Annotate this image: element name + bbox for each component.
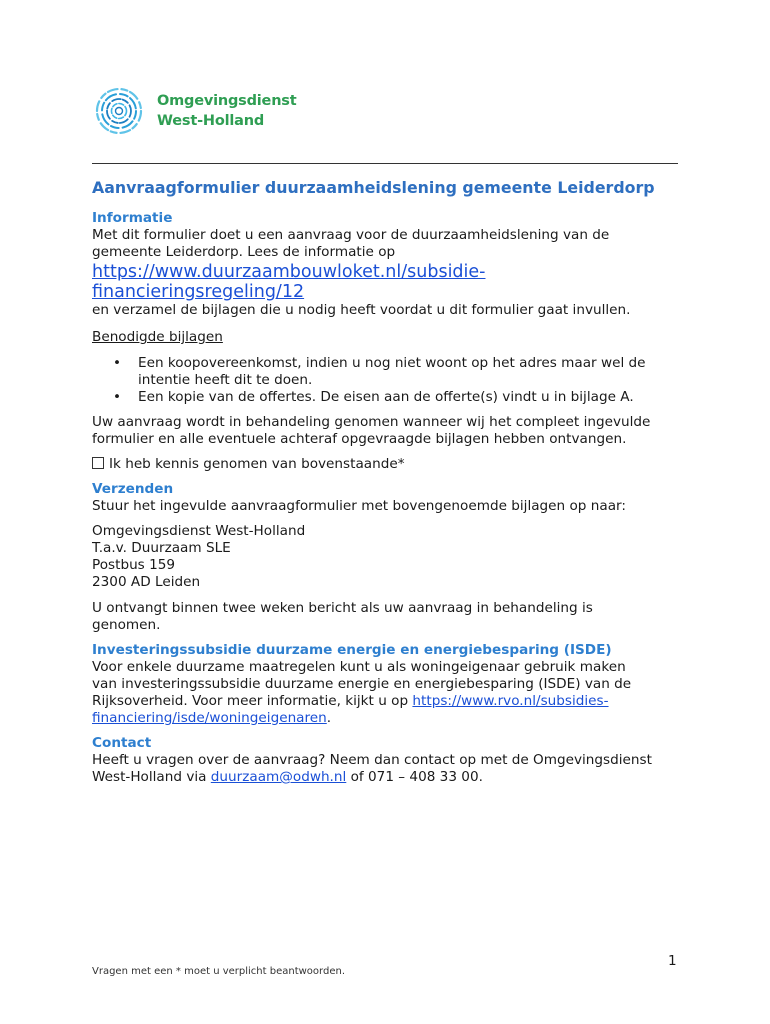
confirmation-line-2: genomen.: [92, 617, 161, 633]
address-line: Omgevingsdienst West-Holland: [92, 523, 306, 539]
section-heading-contact: Contact: [92, 735, 152, 751]
contact-line-2: [92, 769, 682, 786]
section-heading-informatie: Informatie: [92, 210, 173, 226]
list-item-line: Een kopie van de offertes. De eisen aan de offerte(s) vindt u in bijlage A.: [138, 389, 634, 405]
info-text-line-2: gemeente Leiderdorp. Lees de informatie op: [92, 244, 396, 260]
contact-email-link[interactable]: duurzaam@odwh.nl: [210, 769, 347, 785]
document-body: [92, 175, 682, 786]
behandeling-line-2: formulier en alle eventuele achteraf opgevraagde bijlagen hebben ontvangen.: [92, 431, 627, 447]
contact-line-2-pre: West-Holland via: [92, 769, 207, 785]
info-text-line-3: en verzamel de bijlagen die u nodig heeft voordat u dit formulier gaat invullen.: [92, 302, 631, 318]
section-heading-isde: Investeringssubsidie duurzame energie en energiebesparing (ISDE): [92, 642, 612, 658]
acknowledge-label: Ik heb kennis genomen van bovenstaande*: [109, 456, 405, 472]
bullet-icon: •: [113, 389, 122, 405]
section-heading-verzenden: Verzenden: [92, 481, 174, 497]
bullet-icon: •: [113, 355, 122, 371]
isde-link-part-2[interactable]: financiering/isde/woningeigenaren: [92, 710, 327, 726]
acknowledge-row: [92, 456, 682, 473]
mailing-address: [92, 523, 682, 591]
address-line: Postbus 159: [92, 557, 176, 573]
organization-logo: [93, 85, 297, 137]
swirl-logo-icon: [93, 85, 149, 137]
page-number: 1: [668, 953, 677, 969]
footer-note: Vragen met een * moet u verplicht beantwoorden.: [92, 966, 345, 977]
isde-line-4: [92, 710, 682, 727]
contact-phone: of 071 – 408 33 00.: [350, 769, 483, 785]
behandeling-line-1: Uw aanvraag wordt in behandeling genomen wanneer wij het compleet ingevulde: [92, 414, 651, 430]
logo-text: [157, 91, 296, 131]
address-line: 2300 AD Leiden: [92, 574, 201, 590]
isde-line-4-end: .: [326, 710, 332, 726]
list-item: [92, 389, 682, 406]
bijlagen-heading: Benodigde bijlagen: [92, 329, 223, 345]
info-link[interactable]: https://www.duurzaambouwloket.nl/subsidie-financieringsregeling/12: [92, 262, 486, 302]
contact-line-1: Heeft u vragen over de aanvraag? Neem dan contact op met de Omgevingsdienst: [92, 752, 652, 768]
address-line: T.a.v. Duurzaam SLE: [92, 540, 231, 556]
info-text-line-1: Met dit formulier doet u een aanvraag voor de duurzaamheidslening van de: [92, 227, 610, 243]
logo-line-1: Omgevingsdienst: [157, 93, 297, 109]
bijlagen-list: [92, 355, 682, 406]
isde-line-3: [92, 693, 682, 710]
verzenden-text: Stuur het ingevulde aanvraagformulier met bovengenoemde bijlagen op naar:: [92, 498, 626, 514]
header-divider: [92, 163, 678, 164]
document-title: Aanvraagformulier duurzaamheidslening gemeente Leiderdorp: [92, 178, 655, 197]
acknowledge-checkbox[interactable]: [92, 457, 104, 469]
logo-line-2: West-Holland: [157, 113, 265, 129]
list-item-line: Een koopovereenkomst, indien u nog niet woont op het adres maar wel de: [138, 355, 646, 371]
confirmation-line-1: U ontvangt binnen twee weken bericht als uw aanvraag in behandeling is: [92, 600, 593, 616]
isde-line-2: van investeringssubsidie duurzame energie en energiebesparing (ISDE) van de: [92, 676, 632, 692]
isde-line-1: Voor enkele duurzame maatregelen kunt u als woningeigenaar gebruik maken: [92, 659, 626, 675]
isde-link-part-1[interactable]: https://www.rvo.nl/subsidies-: [412, 693, 609, 709]
list-item: [92, 355, 682, 389]
list-item-line: intentie heeft dit te doen.: [138, 372, 313, 388]
isde-line-3-text: Rijksoverheid. Voor meer informatie, kijkt u op: [92, 693, 409, 709]
